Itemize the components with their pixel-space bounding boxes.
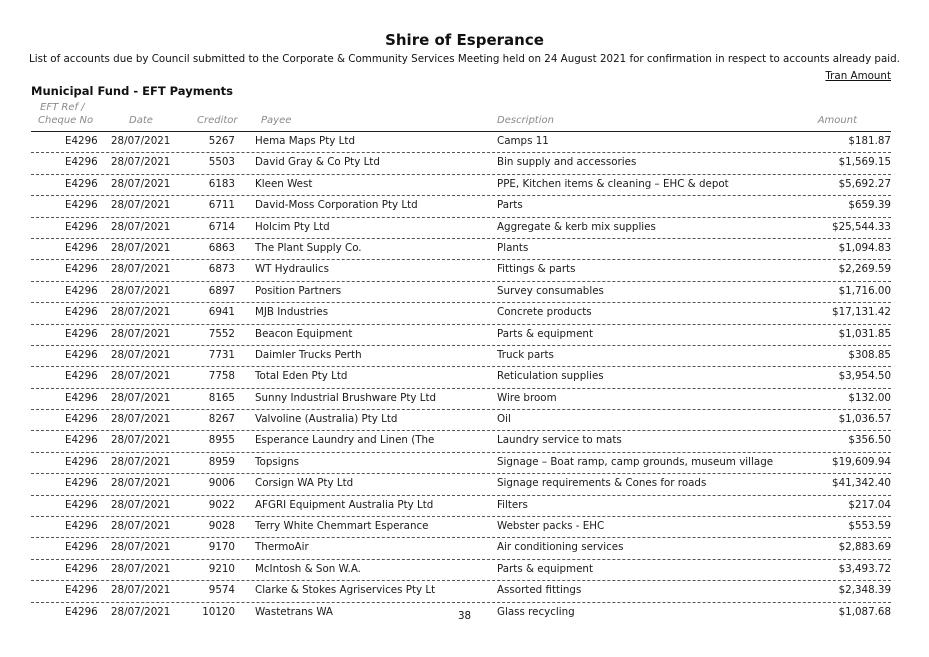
cell-creditor: 6183 xyxy=(208,177,235,190)
cell-amount: $659.39 xyxy=(848,199,891,212)
cell-amount: $25,544.33 xyxy=(832,220,891,233)
cell-ref: E4296 xyxy=(65,220,98,233)
cell-amount: $41,342.40 xyxy=(832,477,891,490)
cell-date: 28/07/2021 xyxy=(111,306,171,319)
cell-creditor: 10120 xyxy=(202,605,235,618)
document-subtitle: List of accounts due by Council submitted to the Corporate & Community Services Meeting held on 24 August 2021 for confirmation in respect to accounts already paid. xyxy=(29,53,900,65)
cell-ref: E4296 xyxy=(65,413,98,426)
column-header-creditor: Creditor xyxy=(197,115,238,126)
cell-creditor: 7552 xyxy=(208,327,235,340)
cell-amount: $553.59 xyxy=(848,520,891,533)
table-row xyxy=(31,431,891,452)
table-row xyxy=(31,153,891,174)
cell-payee: Total Eden Pty Ltd xyxy=(255,370,348,383)
table-row xyxy=(31,367,891,388)
cell-payee: Corsign WA Pty Ltd xyxy=(255,477,354,490)
cell-date: 28/07/2021 xyxy=(111,455,171,468)
cell-date: 28/07/2021 xyxy=(111,498,171,511)
table-row xyxy=(31,560,891,581)
cell-description: Truck parts xyxy=(497,348,554,361)
cell-creditor: 8267 xyxy=(208,413,235,426)
cell-creditor: 7758 xyxy=(208,370,235,383)
cell-amount: $217.04 xyxy=(848,498,891,511)
cell-description: Webster packs - EHC xyxy=(497,520,605,533)
table-row xyxy=(31,132,891,153)
cell-description: Reticulation supplies xyxy=(497,370,604,383)
cell-payee: Hema Maps Pty Ltd xyxy=(255,135,355,147)
table-row xyxy=(31,496,891,517)
cell-amount: $132.00 xyxy=(848,391,891,404)
cell-ref: E4296 xyxy=(65,306,98,319)
cell-description: Signage requirements & Cones for roads xyxy=(497,477,707,490)
cell-description: Fittings & parts xyxy=(497,263,576,276)
table-row xyxy=(31,474,891,495)
cell-amount: $5,692.27 xyxy=(838,177,891,190)
cell-payee: MJB Industries xyxy=(255,306,329,319)
cell-payee: ThermoAir xyxy=(255,541,309,554)
cell-date: 28/07/2021 xyxy=(111,156,171,169)
cell-amount: $3,954.50 xyxy=(838,370,891,383)
cell-payee: Sunny Industrial Brushware Pty Ltd xyxy=(255,391,437,404)
cell-ref: E4296 xyxy=(65,241,98,254)
cell-date: 28/07/2021 xyxy=(111,477,171,490)
cell-date: 28/07/2021 xyxy=(111,263,171,276)
cell-creditor: 8955 xyxy=(208,434,235,447)
tran-amount-label: Tran Amount xyxy=(825,70,891,82)
cell-ref: E4296 xyxy=(65,520,98,533)
cell-payee: Wastetrans WA xyxy=(255,605,333,618)
table-row xyxy=(31,196,891,217)
cell-payee: AFGRI Equipment Australia Pty Ltd xyxy=(255,498,434,511)
cell-ref: E4296 xyxy=(65,455,98,468)
table-row xyxy=(31,325,891,346)
column-header-payee: Payee xyxy=(261,115,292,126)
cell-description: Signage – Boat ramp, camp grounds, museum village xyxy=(497,455,774,468)
cell-payee: Valvoline (Australia) Pty Ltd xyxy=(255,413,398,426)
cell-amount: $2,883.69 xyxy=(838,541,891,554)
table-row xyxy=(31,260,891,281)
column-header-ref-line1: EFT Ref / xyxy=(40,102,85,113)
cell-description: PPE, Kitchen items & cleaning – EHC & depot xyxy=(497,177,729,190)
cell-description: Parts & equipment xyxy=(497,327,593,340)
cell-date: 28/07/2021 xyxy=(111,241,171,254)
cell-ref: E4296 xyxy=(65,584,98,597)
cell-ref: E4296 xyxy=(65,156,98,169)
table-row xyxy=(31,410,891,431)
cell-payee: Topsigns xyxy=(255,455,300,468)
cell-amount: $17,131.42 xyxy=(832,306,891,319)
table-row xyxy=(31,581,891,602)
cell-payee: The Plant Supply Co. xyxy=(255,241,362,254)
cell-payee: McIntosh & Son W.A. xyxy=(255,562,361,575)
table-row xyxy=(31,175,891,196)
cell-amount: $308.85 xyxy=(848,348,891,361)
cell-amount: $1,094.83 xyxy=(838,241,891,254)
cell-payee: Terry White Chemmart Esperance xyxy=(255,520,429,533)
cell-creditor: 6714 xyxy=(208,220,235,233)
table-row xyxy=(31,517,891,538)
cell-description: Plants xyxy=(497,241,529,254)
cell-description: Oil xyxy=(497,413,511,426)
cell-date: 28/07/2021 xyxy=(111,541,171,554)
cell-amount: $1,036.57 xyxy=(838,413,891,426)
cell-payee: Kleen West xyxy=(255,177,313,190)
table-row xyxy=(31,218,891,239)
document-title: Shire of Esperance xyxy=(385,31,544,49)
cell-description: Survey consumables xyxy=(497,284,604,297)
cell-ref: E4296 xyxy=(65,562,98,575)
cell-amount: $3,493.72 xyxy=(838,562,891,575)
cell-description: Parts xyxy=(497,199,523,212)
cell-creditor: 9210 xyxy=(208,562,235,575)
cell-payee: Beacon Equipment xyxy=(255,327,353,340)
cell-description: Air conditioning services xyxy=(497,541,624,554)
cell-date: 28/07/2021 xyxy=(111,177,171,190)
cell-amount: $1,569.15 xyxy=(838,156,891,169)
cell-creditor: 9574 xyxy=(208,584,235,597)
cell-ref: E4296 xyxy=(65,434,98,447)
cell-description: Filters xyxy=(497,498,528,511)
cell-description: Laundry service to mats xyxy=(497,434,622,447)
cell-description: Parts & equipment xyxy=(497,562,593,575)
cell-amount: $181.87 xyxy=(848,135,891,147)
cell-creditor: 9028 xyxy=(208,520,235,533)
table-row xyxy=(31,239,891,260)
cell-description: Assorted fittings xyxy=(497,584,582,597)
cell-date: 28/07/2021 xyxy=(111,605,171,618)
cell-amount: $2,269.59 xyxy=(838,263,891,276)
cell-creditor: 6897 xyxy=(208,284,235,297)
cell-description: Wire broom xyxy=(497,391,557,404)
cell-payee: WT Hydraulics xyxy=(255,263,329,276)
cell-creditor: 5503 xyxy=(208,156,235,169)
cell-payee: Daimler Trucks Perth xyxy=(255,348,362,361)
cell-payee: Esperance Laundry and Linen (The xyxy=(255,434,435,447)
cell-date: 28/07/2021 xyxy=(111,284,171,297)
cell-amount: $1,031.85 xyxy=(838,327,891,340)
cell-creditor: 6941 xyxy=(208,306,235,319)
cell-date: 28/07/2021 xyxy=(111,562,171,575)
cell-payee: Clarke & Stokes Agriservices Pty Lt xyxy=(255,584,436,597)
cell-amount: $2,348.39 xyxy=(838,584,891,597)
cell-date: 28/07/2021 xyxy=(111,434,171,447)
cell-amount: $356.50 xyxy=(848,434,891,447)
cell-amount: $1,087.68 xyxy=(838,605,891,618)
cell-date: 28/07/2021 xyxy=(111,348,171,361)
cell-description: Aggregate & kerb mix supplies xyxy=(497,220,656,233)
column-header-date: Date xyxy=(129,115,153,126)
column-header-description: Description xyxy=(497,115,554,126)
page-number: 38 xyxy=(457,610,472,622)
table-row xyxy=(31,282,891,303)
cell-creditor: 8165 xyxy=(208,391,235,404)
cell-description: Bin supply and accessories xyxy=(497,156,637,169)
cell-ref: E4296 xyxy=(65,477,98,490)
cell-ref: E4296 xyxy=(65,605,98,618)
cell-description: Concrete products xyxy=(497,306,592,319)
cell-payee: Position Partners xyxy=(255,284,342,297)
cell-date: 28/07/2021 xyxy=(111,370,171,383)
cell-creditor: 7731 xyxy=(208,348,235,361)
cell-description: Camps 11 xyxy=(497,135,549,147)
cell-amount: $1,716.00 xyxy=(838,284,891,297)
cell-ref: E4296 xyxy=(65,177,98,190)
cell-ref: E4296 xyxy=(65,263,98,276)
cell-creditor: 9006 xyxy=(208,477,235,490)
cell-ref: E4296 xyxy=(65,284,98,297)
cell-ref: E4296 xyxy=(65,370,98,383)
cell-creditor: 9170 xyxy=(208,541,235,554)
table-row xyxy=(31,453,891,474)
cell-creditor: 8959 xyxy=(208,455,235,468)
column-header-ref-line2: Cheque No xyxy=(38,115,94,126)
cell-creditor: 6863 xyxy=(208,241,235,254)
cell-date: 28/07/2021 xyxy=(111,327,171,340)
cell-ref: E4296 xyxy=(65,541,98,554)
cell-date: 28/07/2021 xyxy=(111,520,171,533)
table-row xyxy=(31,346,891,367)
cell-date: 28/07/2021 xyxy=(111,584,171,597)
cell-ref: E4296 xyxy=(65,135,98,147)
cell-payee: David Gray & Co Pty Ltd xyxy=(255,156,380,169)
table-row xyxy=(31,538,891,559)
section-heading: Municipal Fund - EFT Payments xyxy=(31,84,234,98)
table-row xyxy=(31,389,891,410)
cell-creditor: 9022 xyxy=(208,498,235,511)
cell-amount: $19,609.94 xyxy=(832,455,891,468)
cell-ref: E4296 xyxy=(65,391,98,404)
cell-creditor: 5267 xyxy=(208,135,235,147)
cell-description: Glass recycling xyxy=(497,605,575,618)
cell-date: 28/07/2021 xyxy=(111,391,171,404)
cell-ref: E4296 xyxy=(65,348,98,361)
cell-date: 28/07/2021 xyxy=(111,220,171,233)
cell-ref: E4296 xyxy=(65,498,98,511)
cell-date: 28/07/2021 xyxy=(111,413,171,426)
cell-creditor: 6711 xyxy=(208,199,235,212)
cell-payee: David-Moss Corporation Pty Ltd xyxy=(255,199,418,212)
cell-date: 28/07/2021 xyxy=(111,135,171,147)
cell-ref: E4296 xyxy=(65,327,98,340)
cell-payee: Holcim Pty Ltd xyxy=(255,220,330,233)
cell-creditor: 6873 xyxy=(208,263,235,276)
payments-table xyxy=(31,132,891,623)
cell-ref: E4296 xyxy=(65,199,98,212)
column-header-amount: Amount xyxy=(817,115,857,126)
table-row xyxy=(31,303,891,324)
cell-date: 28/07/2021 xyxy=(111,199,171,212)
